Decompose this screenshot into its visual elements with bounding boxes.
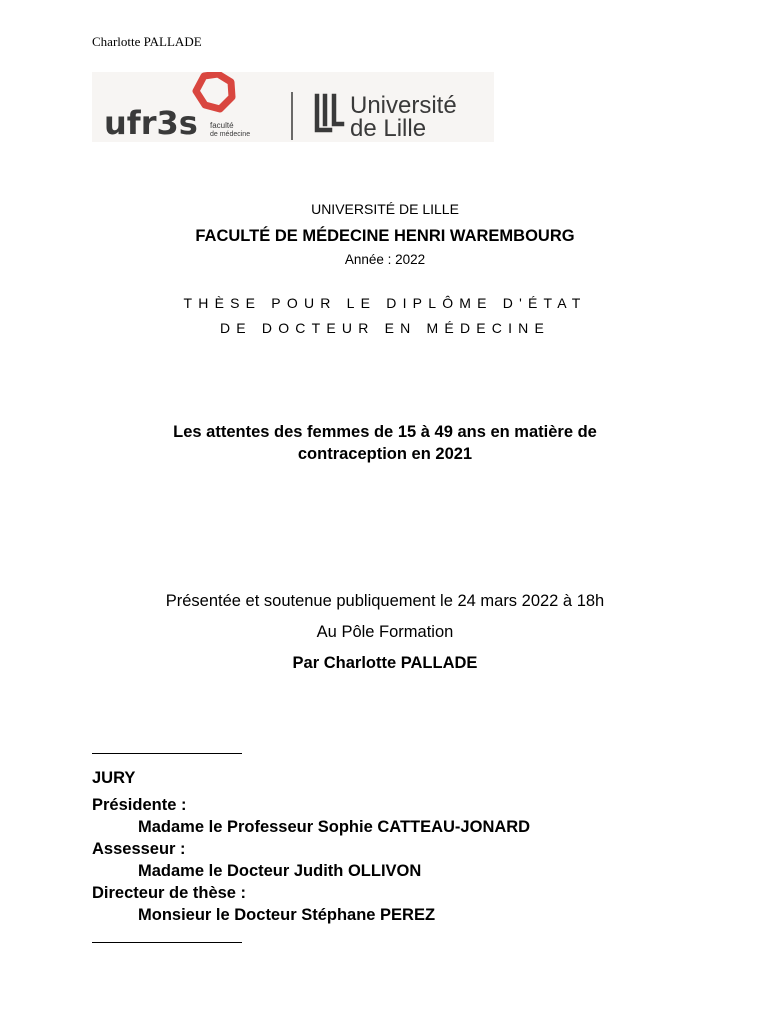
ufr3s-logo-sub1: faculté bbox=[210, 121, 234, 130]
univ-lille-logo-line2: de Lille bbox=[350, 115, 427, 142]
academic-year: Année : 2022 bbox=[344, 252, 426, 267]
jury-role: Directeur de thèse : bbox=[92, 884, 247, 902]
divider-top bbox=[92, 753, 242, 754]
divider-bottom bbox=[92, 942, 242, 943]
univ-lille-logo-line1: Université bbox=[350, 92, 457, 119]
jury-member-name: Madame le Professeur Sophie CATTEAU-JONARD bbox=[138, 818, 531, 836]
jury-member-name: Monsieur le Docteur Stéphane PEREZ bbox=[138, 906, 436, 924]
defense-location: Au Pôle Formation bbox=[316, 623, 454, 641]
jury-role: Présidente : bbox=[92, 796, 187, 814]
logo-banner bbox=[92, 72, 494, 142]
thesis-title-line1: Les attentes des femmes de 15 à 49 ans en matière de bbox=[173, 423, 597, 441]
thesis-type-line2: DE DOCTEUR EN MÉDECINE bbox=[219, 320, 551, 336]
ufr3s-logo-text: ufr3s bbox=[104, 104, 198, 142]
thesis-title-line2: contraception en 2021 bbox=[297, 445, 473, 463]
faculty-name: FACULTÉ DE MÉDECINE HENRI WAREMBOURG bbox=[195, 227, 575, 245]
header-author: Charlotte PALLADE bbox=[92, 34, 202, 49]
thesis-type-line1: THÈSE POUR LE DIPLÔME D'ÉTAT bbox=[183, 295, 587, 311]
jury-role: Assesseur : bbox=[92, 840, 186, 858]
jury-heading: JURY bbox=[92, 769, 136, 787]
ufr3s-logo-mark bbox=[196, 74, 232, 109]
thesis-author: Par Charlotte PALLADE bbox=[292, 654, 478, 672]
univ-lille-logo-mark bbox=[317, 96, 342, 130]
logo-graphic bbox=[92, 72, 494, 142]
jury-member-name: Madame le Docteur Judith OLLIVON bbox=[138, 862, 422, 880]
university-name: UNIVERSITÉ DE LILLE bbox=[311, 201, 459, 217]
ufr3s-logo-sub2: de médecine bbox=[210, 131, 251, 138]
defense-date: Présentée et soutenue publiquement le 24 mars 2022 à 18h bbox=[165, 592, 605, 610]
